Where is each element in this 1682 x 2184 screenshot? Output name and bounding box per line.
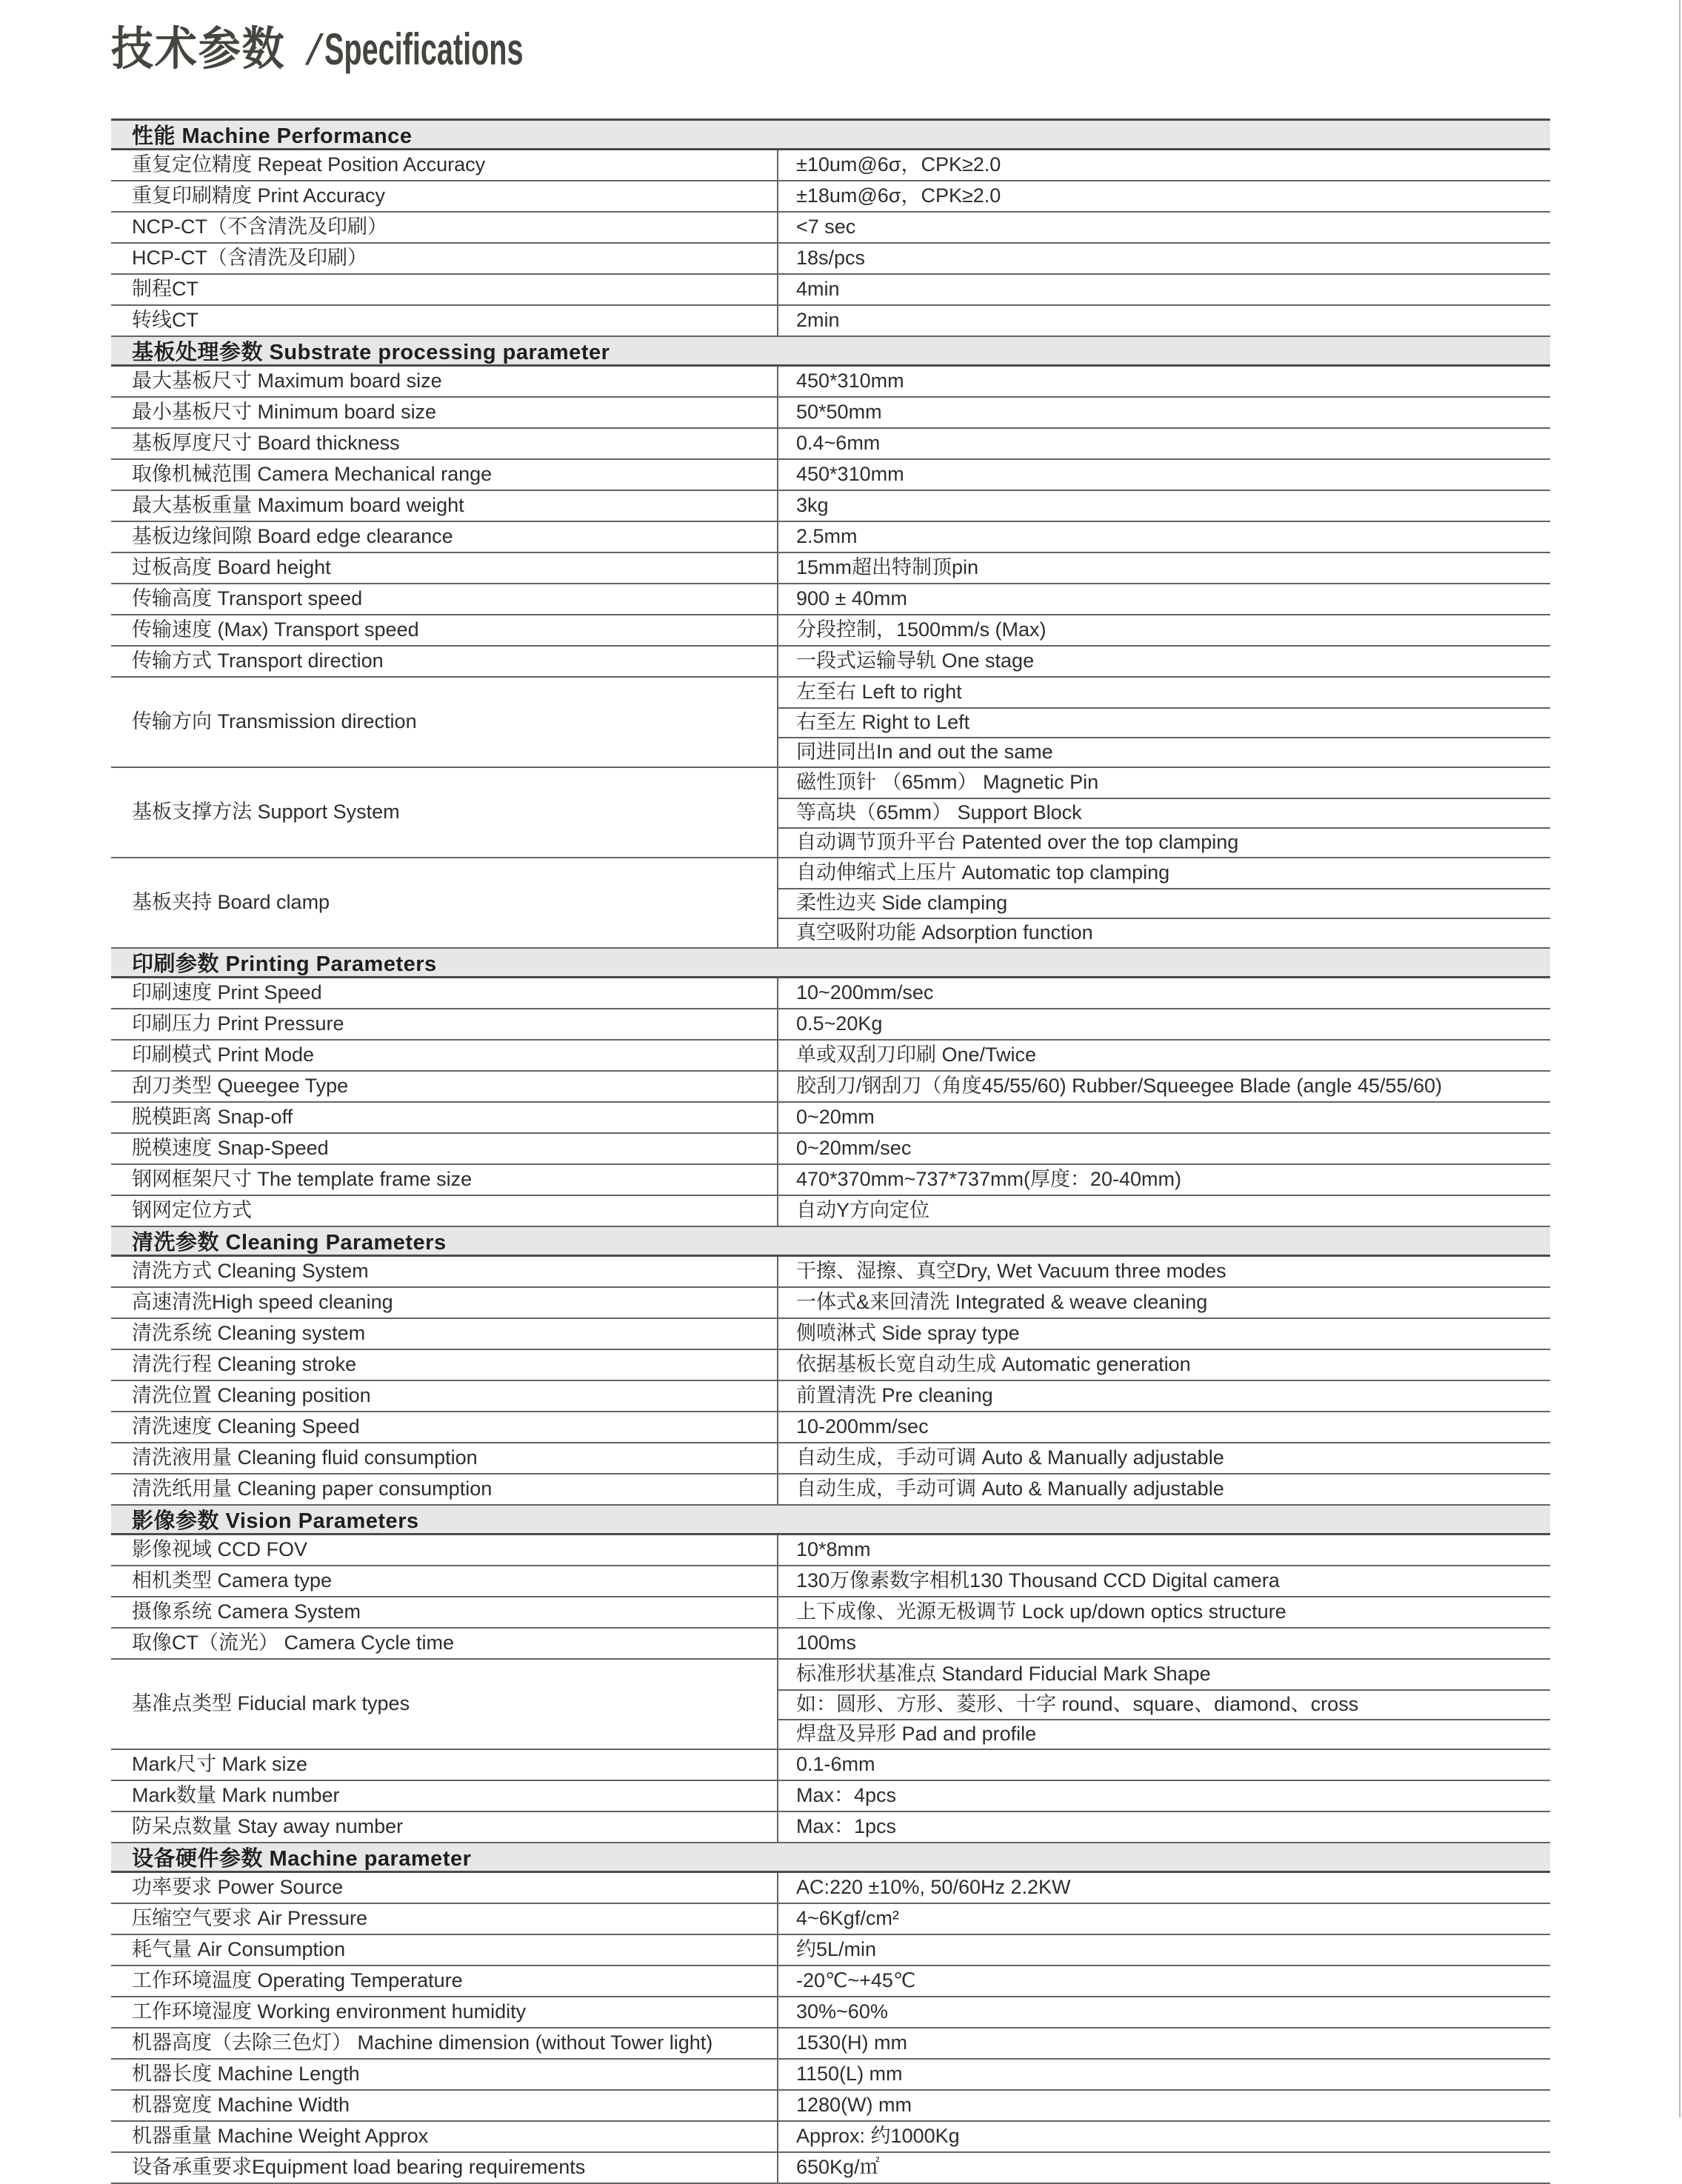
spec-value: 30%~60% [796,2000,888,2023]
spec-label: 重复定位精度 Repeat Position Accuracy [111,150,778,180]
spec-value-cell [778,1660,1550,1749]
spec-label: 转线CT [111,306,778,335]
spec-value-cell [778,1103,1550,1132]
spec-value: 3kg [796,494,829,517]
spec-label: 基板边缘间隙 Board edge clearance [111,522,778,552]
spec-label: 工作环境温度 Operating Temperature [111,1966,778,1996]
spec-label: 清洗速度 Cleaning Speed [111,1412,778,1442]
spec-value-cell [778,978,1550,1008]
spec-label: 印刷模式 Print Mode [111,1041,778,1070]
spec-value: 1530(H) mm [796,2031,908,2054]
spec-value-cell [778,1196,1550,1226]
spec-label: 基准点类型 Fiducial mark types [111,1660,778,1749]
spec-value: ±18um@6σ，CPK≥2.0 [796,184,1001,207]
spec-value-cell [778,1257,1550,1286]
spec-label: 最小基板尺寸 Minimum board size [111,398,778,427]
spec-label: 机器重量 Machine Weight Approx [111,2122,778,2151]
page-title-chinese: 技术参数 [111,24,286,75]
spec-value-cell [778,768,1550,857]
table-row [111,858,1550,949]
spec-label: 基板夹持 Board clamp [111,858,778,947]
spec-label: 高速清洗High speed cleaning [111,1288,778,1318]
page-edge-line [1679,0,1681,2117]
spec-label: 影像视域 CCD FOV [111,1535,778,1565]
section-header: 清洗参数 Cleaning Parameters [111,1227,1550,1257]
table-row [111,1904,1550,1935]
spec-value: 磁性顶针 （65mm） Magnetic Pin [796,771,1099,794]
spec-value: -20℃~+45℃ [796,1969,916,1992]
spec-label: 重复印刷精度 Print Accuracy [111,181,778,211]
spec-value-cell [778,522,1550,552]
spec-value: 0.1-6mm [796,1753,875,1776]
table-row [111,1009,1550,1041]
spec-value: 一段式运输导轨 One stage [796,649,1035,672]
table-row [111,1381,1550,1412]
spec-label: 耗气量 Air Consumption [111,1935,778,1965]
spec-value: Approx: 约1000Kg [796,2125,960,2148]
table-row [111,584,1550,615]
spec-value-cell [778,1566,1550,1596]
spec-value-cell [778,2060,1550,2089]
table-row [111,647,1550,678]
spec-value: 单或双刮刀印刷 One/Twice [796,1043,1037,1066]
page-title [111,12,626,78]
spec-value: 0~20mm/sec [796,1137,912,1160]
spec-label: 防呆点数量 Stay away number [111,1812,778,1842]
spec-value-cell [778,2091,1550,2120]
spec-value: 1280(W) mm [796,2094,912,2117]
spec-label: NCP-CT（不含清洗及印刷） [111,213,778,242]
spec-value: AC:220 ±10%, 50/60Hz 2.2KW [796,1876,1071,1899]
spec-value-cell [778,1350,1550,1380]
spec-value-cell [778,1443,1550,1473]
spec-value: 100ms [796,1632,857,1654]
table-row [111,2122,1550,2153]
spec-value: 右至左 Right to Left [778,707,1550,737]
spec-value-cell [778,1750,1550,1780]
table-row [111,1257,1550,1288]
spec-value-cell [778,2153,1550,2183]
section-header: 影像参数 Vision Parameters [111,1506,1550,1535]
spec-label: 最大基板重量 Maximum board weight [111,491,778,521]
table-row [111,306,1550,337]
spec-label: 取像CT（流光） Camera Cycle time [111,1629,778,1658]
spec-label: 传输高度 Transport speed [111,584,778,614]
table-row [111,1041,1550,1072]
spec-label: 机器长度 Machine Length [111,2060,778,2089]
table-row [111,1103,1550,1134]
spec-value: 柔性边夹 Side clamping [778,888,1550,918]
spec-value: 0.5~20Kg [796,1012,883,1035]
spec-value-cell [778,1873,1550,1903]
spec-value-cell [778,1812,1550,1842]
spec-value: 4min [796,278,840,301]
spec-value-cell [778,213,1550,242]
spec-value: 标准形状基准点 Standard Fiducial Mark Shape [796,1663,1211,1686]
section-header: 设备硬件参数 Machine parameter [111,1843,1550,1873]
section-header: 印刷参数 Printing Parameters [111,949,1550,978]
table-row [111,1350,1550,1381]
table-row [111,1288,1550,1319]
spec-value-cell [778,553,1550,583]
spec-value-cell [778,1412,1550,1442]
spec-value: 0.4~6mm [796,432,881,455]
spec-label: 清洗纸用量 Cleaning paper consumption [111,1475,778,1504]
spec-label: Mark尺寸 Mark size [111,1750,778,1780]
spec-table [111,118,1550,2184]
spec-value: 同进同出In and out the same [778,737,1550,767]
table-row [111,1997,1550,2028]
spec-value-cell [778,1072,1550,1101]
spec-label: 脱模距离 Snap-off [111,1103,778,1132]
spec-value: 一体式&来回清洗 Integrated & weave cleaning [796,1291,1208,1314]
spec-label: 制程CT [111,275,778,304]
spec-value: Max：1pcs [796,1815,897,1838]
table-row [111,2060,1550,2091]
spec-value-cell [778,1629,1550,1658]
spec-value-cell [778,1165,1550,1195]
table-row [111,1597,1550,1629]
spec-value-cell [778,367,1550,396]
spec-label: 取像机械范围 Camera Mechanical range [111,460,778,490]
table-row [111,1475,1550,1506]
spec-value: 侧喷淋式 Side spray type [796,1322,1020,1345]
spec-value: 自动生成，手动可调 Auto & Manually adjustable [796,1477,1224,1500]
spec-value: 0~20mm [796,1106,875,1129]
spec-value-cell [778,1475,1550,1504]
table-row [111,1660,1550,1750]
spec-value: 50*50mm [796,401,882,424]
spec-value-cell [778,647,1550,676]
table-row [111,978,1550,1009]
spec-label: 机器高度（去除三色灯） Machine dimension (without Tower light) [111,2028,778,2058]
spec-value: 干擦、湿擦、真空Dry, Wet Vacuum three modes [796,1260,1227,1283]
spec-value-cell [778,1009,1550,1039]
table-row [111,1412,1550,1443]
table-row [111,429,1550,460]
spec-value-cell [778,2122,1550,2151]
table-row [111,2153,1550,2184]
table-row [111,1566,1550,1597]
table-row [111,1165,1550,1196]
table-row [111,768,1550,858]
spec-label: 脱模速度 Snap-Speed [111,1134,778,1163]
spec-value: 自动伸缩式上压片 Automatic top clamping [796,861,1170,884]
spec-value-cell [778,678,1550,767]
spec-value-cell [778,1134,1550,1163]
table-row [111,1812,1550,1843]
table-row [111,1535,1550,1566]
table-row [111,275,1550,306]
spec-label: 传输方向 Transmission direction [111,678,778,767]
spec-label: 清洗方式 Cleaning System [111,1257,778,1286]
spec-value: 15mm超出特制顶pin [796,556,979,579]
table-row [111,1072,1550,1103]
spec-value: 1150(L) mm [796,2063,903,2086]
page-title-english: Specifications [324,24,524,74]
spec-value-cell [778,2028,1550,2058]
spec-value-cell [778,398,1550,427]
spec-label: 刮刀类型 Queegee Type [111,1072,778,1101]
spec-value: 650Kg/㎡ [796,2156,880,2179]
spec-value-cell [778,181,1550,211]
spec-value: 上下成像、光源无极调节 Lock up/down optics structure [796,1600,1286,1623]
spec-value-cell [778,244,1550,273]
table-row [111,1443,1550,1475]
spec-value: 10~200mm/sec [796,981,934,1004]
spec-label: 功率要求 Power Source [111,1873,778,1903]
table-row [111,213,1550,244]
spec-value-cell [778,429,1550,458]
spec-value: 自动生成，手动可调 Auto & Manually adjustable [796,1446,1224,1469]
table-row [111,2028,1550,2060]
spec-value-cell [778,1041,1550,1070]
spec-value: 18s/pcs [796,247,866,270]
spec-value: 470*370mm~737*737mm(厚度：20-40mm) [796,1168,1181,1191]
table-row [111,244,1550,275]
spec-value-cell [778,1597,1550,1627]
spec-label: 设备承重要求Equipment load bearing requirements [111,2153,778,2183]
spec-value: 等高块（65mm） Support Block [778,798,1550,827]
spec-label: 基板支撑方法 Support System [111,768,778,857]
spec-value-cell [778,1535,1550,1565]
spec-value-cell [778,1319,1550,1349]
spec-label: 传输速度 (Max) Transport speed [111,615,778,645]
table-row [111,1781,1550,1812]
table-row [111,150,1550,181]
spec-value: 约5L/min [796,1938,877,1961]
table-row [111,1750,1550,1781]
spec-label: 基板厚度尺寸 Board thickness [111,429,778,458]
spec-value: 450*310mm [796,370,904,393]
spec-value-cell [778,1997,1550,2027]
spec-value: Max：4pcs [796,1784,897,1807]
table-row [111,522,1550,553]
spec-value: 真空吸附功能 Adsorption function [778,918,1550,947]
spec-value-cell [778,1381,1550,1411]
spec-value-cell [778,275,1550,304]
page-title-separator: / [303,26,326,74]
table-row [111,1966,1550,1997]
spec-value: 10*8mm [796,1538,871,1561]
spec-value: ±10um@6σ，CPK≥2.0 [796,153,1001,176]
spec-value: 左至右 Left to right [796,681,962,704]
spec-value: <7 sec [796,216,856,238]
spec-value: 2min [796,309,840,332]
spec-label: Mark数量 Mark number [111,1781,778,1811]
spec-label: 清洗系统 Cleaning system [111,1319,778,1349]
spec-value: 前置清洗 Pre cleaning [796,1384,993,1407]
spec-label: 清洗液用量 Cleaning fluid consumption [111,1443,778,1473]
spec-value-cell [778,1935,1550,1965]
spec-label: 摄像系统 Camera System [111,1597,778,1627]
spec-label: 钢网定位方式 [111,1196,778,1226]
table-row [111,1935,1550,1966]
section-header: 性能 Machine Performance [111,121,1550,150]
spec-value-cell [778,615,1550,645]
spec-label: 工作环境湿度 Working environment humidity [111,1997,778,2027]
spec-value: 450*310mm [796,463,904,486]
table-row [111,181,1550,213]
spec-label: 传输方式 Transport direction [111,647,778,676]
spec-label: 清洗位置 Cleaning position [111,1381,778,1411]
table-row [111,1629,1550,1660]
spec-label: HCP-CT（含清洗及印刷） [111,244,778,273]
table-row [111,1134,1550,1165]
spec-label: 清洗行程 Cleaning stroke [111,1350,778,1380]
spec-value-cell [778,150,1550,180]
spec-value: 自动调节顶升平台 Patented over the top clamping [778,827,1550,857]
spec-label: 相机类型 Camera type [111,1566,778,1596]
spec-value: 900 ± 40mm [796,587,907,610]
section-header: 基板处理参数 Substrate processing parameter [111,337,1550,367]
spec-value: 焊盘及异形 Pad and profile [778,1719,1550,1749]
spec-value-cell [778,858,1550,947]
table-row [111,460,1550,491]
spec-value: 如：圆形、方形、菱形、十字 round、square、diamond、cross [778,1689,1550,1719]
table-row [111,1319,1550,1350]
spec-value-cell [778,306,1550,335]
spec-value: 130万像素数字相机130 Thousand CCD Digital camera [796,1569,1280,1592]
spec-label: 钢网框架尺寸 The template frame size [111,1165,778,1195]
spec-label: 机器宽度 Machine Width [111,2091,778,2120]
spec-label: 印刷压力 Print Pressure [111,1009,778,1039]
spec-value: 2.5mm [796,525,858,548]
spec-value: 胶刮刀/钢刮刀（角度45/55/60) Rubber/Squeegee Blade (angle 45/55/60) [796,1075,1442,1098]
table-row [111,1873,1550,1904]
table-row [111,1196,1550,1227]
spec-label: 过板高度 Board height [111,553,778,583]
spec-value-cell [778,1288,1550,1318]
spec-value-cell [778,1966,1550,1996]
spec-value: 分段控制，1500mm/s (Max) [796,618,1047,641]
spec-value: 4~6Kgf/cm² [796,1907,899,1930]
spec-label: 印刷速度 Print Speed [111,978,778,1008]
table-row [111,678,1550,768]
table-row [111,553,1550,584]
spec-value-cell [778,1904,1550,1934]
table-row [111,491,1550,522]
spec-label: 最大基板尺寸 Maximum board size [111,367,778,396]
spec-label: 压缩空气要求 Air Pressure [111,1904,778,1934]
spec-value: 10-200mm/sec [796,1415,929,1438]
spec-value: 自动Y方向定位 [796,1199,930,1222]
spec-value-cell [778,1781,1550,1811]
spec-value-cell [778,491,1550,521]
table-row [111,398,1550,429]
spec-value-cell [778,584,1550,614]
table-row [111,367,1550,398]
table-row [111,615,1550,647]
spec-value: 依据基板长宽自动生成 Automatic generation [796,1353,1191,1376]
spec-value-cell [778,460,1550,490]
